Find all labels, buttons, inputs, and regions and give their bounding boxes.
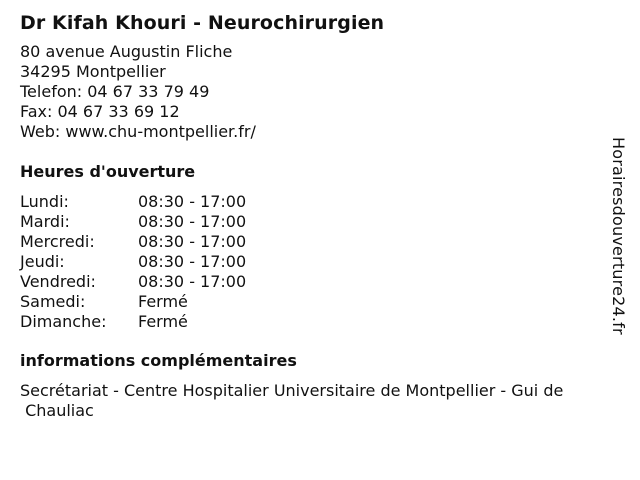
- hours-day: Samedi:: [20, 292, 86, 311]
- city-address: 34295 Montpellier: [20, 62, 166, 81]
- hours-time: 08:30 - 17:00: [138, 212, 247, 231]
- hours-time: Fermé: [138, 312, 188, 331]
- address-block: [20, 42, 616, 142]
- hours-row: [20, 192, 616, 212]
- hours-time: 08:30 - 17:00: [138, 232, 247, 251]
- info-heading: informations complémentaires: [20, 351, 297, 370]
- hours-day: Vendredi:: [20, 272, 96, 291]
- hours-time: 08:30 - 17:00: [138, 272, 247, 291]
- website-line: [20, 122, 616, 142]
- fax-number: Fax: 04 67 33 69 12: [20, 102, 180, 121]
- hours-day: Dimanche:: [20, 312, 107, 331]
- hours-row: [20, 252, 616, 272]
- hours-heading: Heures d'ouverture: [20, 162, 196, 181]
- phone-number: Telefon: 04 67 33 79 49: [20, 82, 210, 101]
- website-link[interactable]: www.chu-montpellier.fr/: [65, 122, 256, 141]
- website-label: Web:: [20, 122, 66, 141]
- site-watermark: Horairesdouverture24.fr: [609, 137, 628, 335]
- hours-day: Jeudi:: [20, 252, 65, 271]
- hours-time: Fermé: [138, 292, 188, 311]
- hours-row: [20, 232, 616, 252]
- hours-row: [20, 292, 616, 312]
- hours-row: [20, 312, 616, 332]
- hours-time: 08:30 - 17:00: [138, 252, 247, 271]
- hours-day: Lundi:: [20, 192, 69, 211]
- hours-row: [20, 212, 616, 232]
- info-text: Secrétariat - Centre Hospitalier Universitaire de Montpellier - Gui de Chauliac: [20, 381, 564, 420]
- hours-day: Mercredi:: [20, 232, 95, 251]
- hours-table: [20, 192, 616, 332]
- hours-row: [20, 272, 616, 292]
- hours-time: 08:30 - 17:00: [138, 192, 247, 211]
- page-title: Dr Kifah Khouri - Neurochirurgien: [20, 12, 385, 34]
- business-card: [20, 10, 616, 421]
- street-address: 80 avenue Augustin Fliche: [20, 42, 233, 61]
- hours-day: Mardi:: [20, 212, 70, 231]
